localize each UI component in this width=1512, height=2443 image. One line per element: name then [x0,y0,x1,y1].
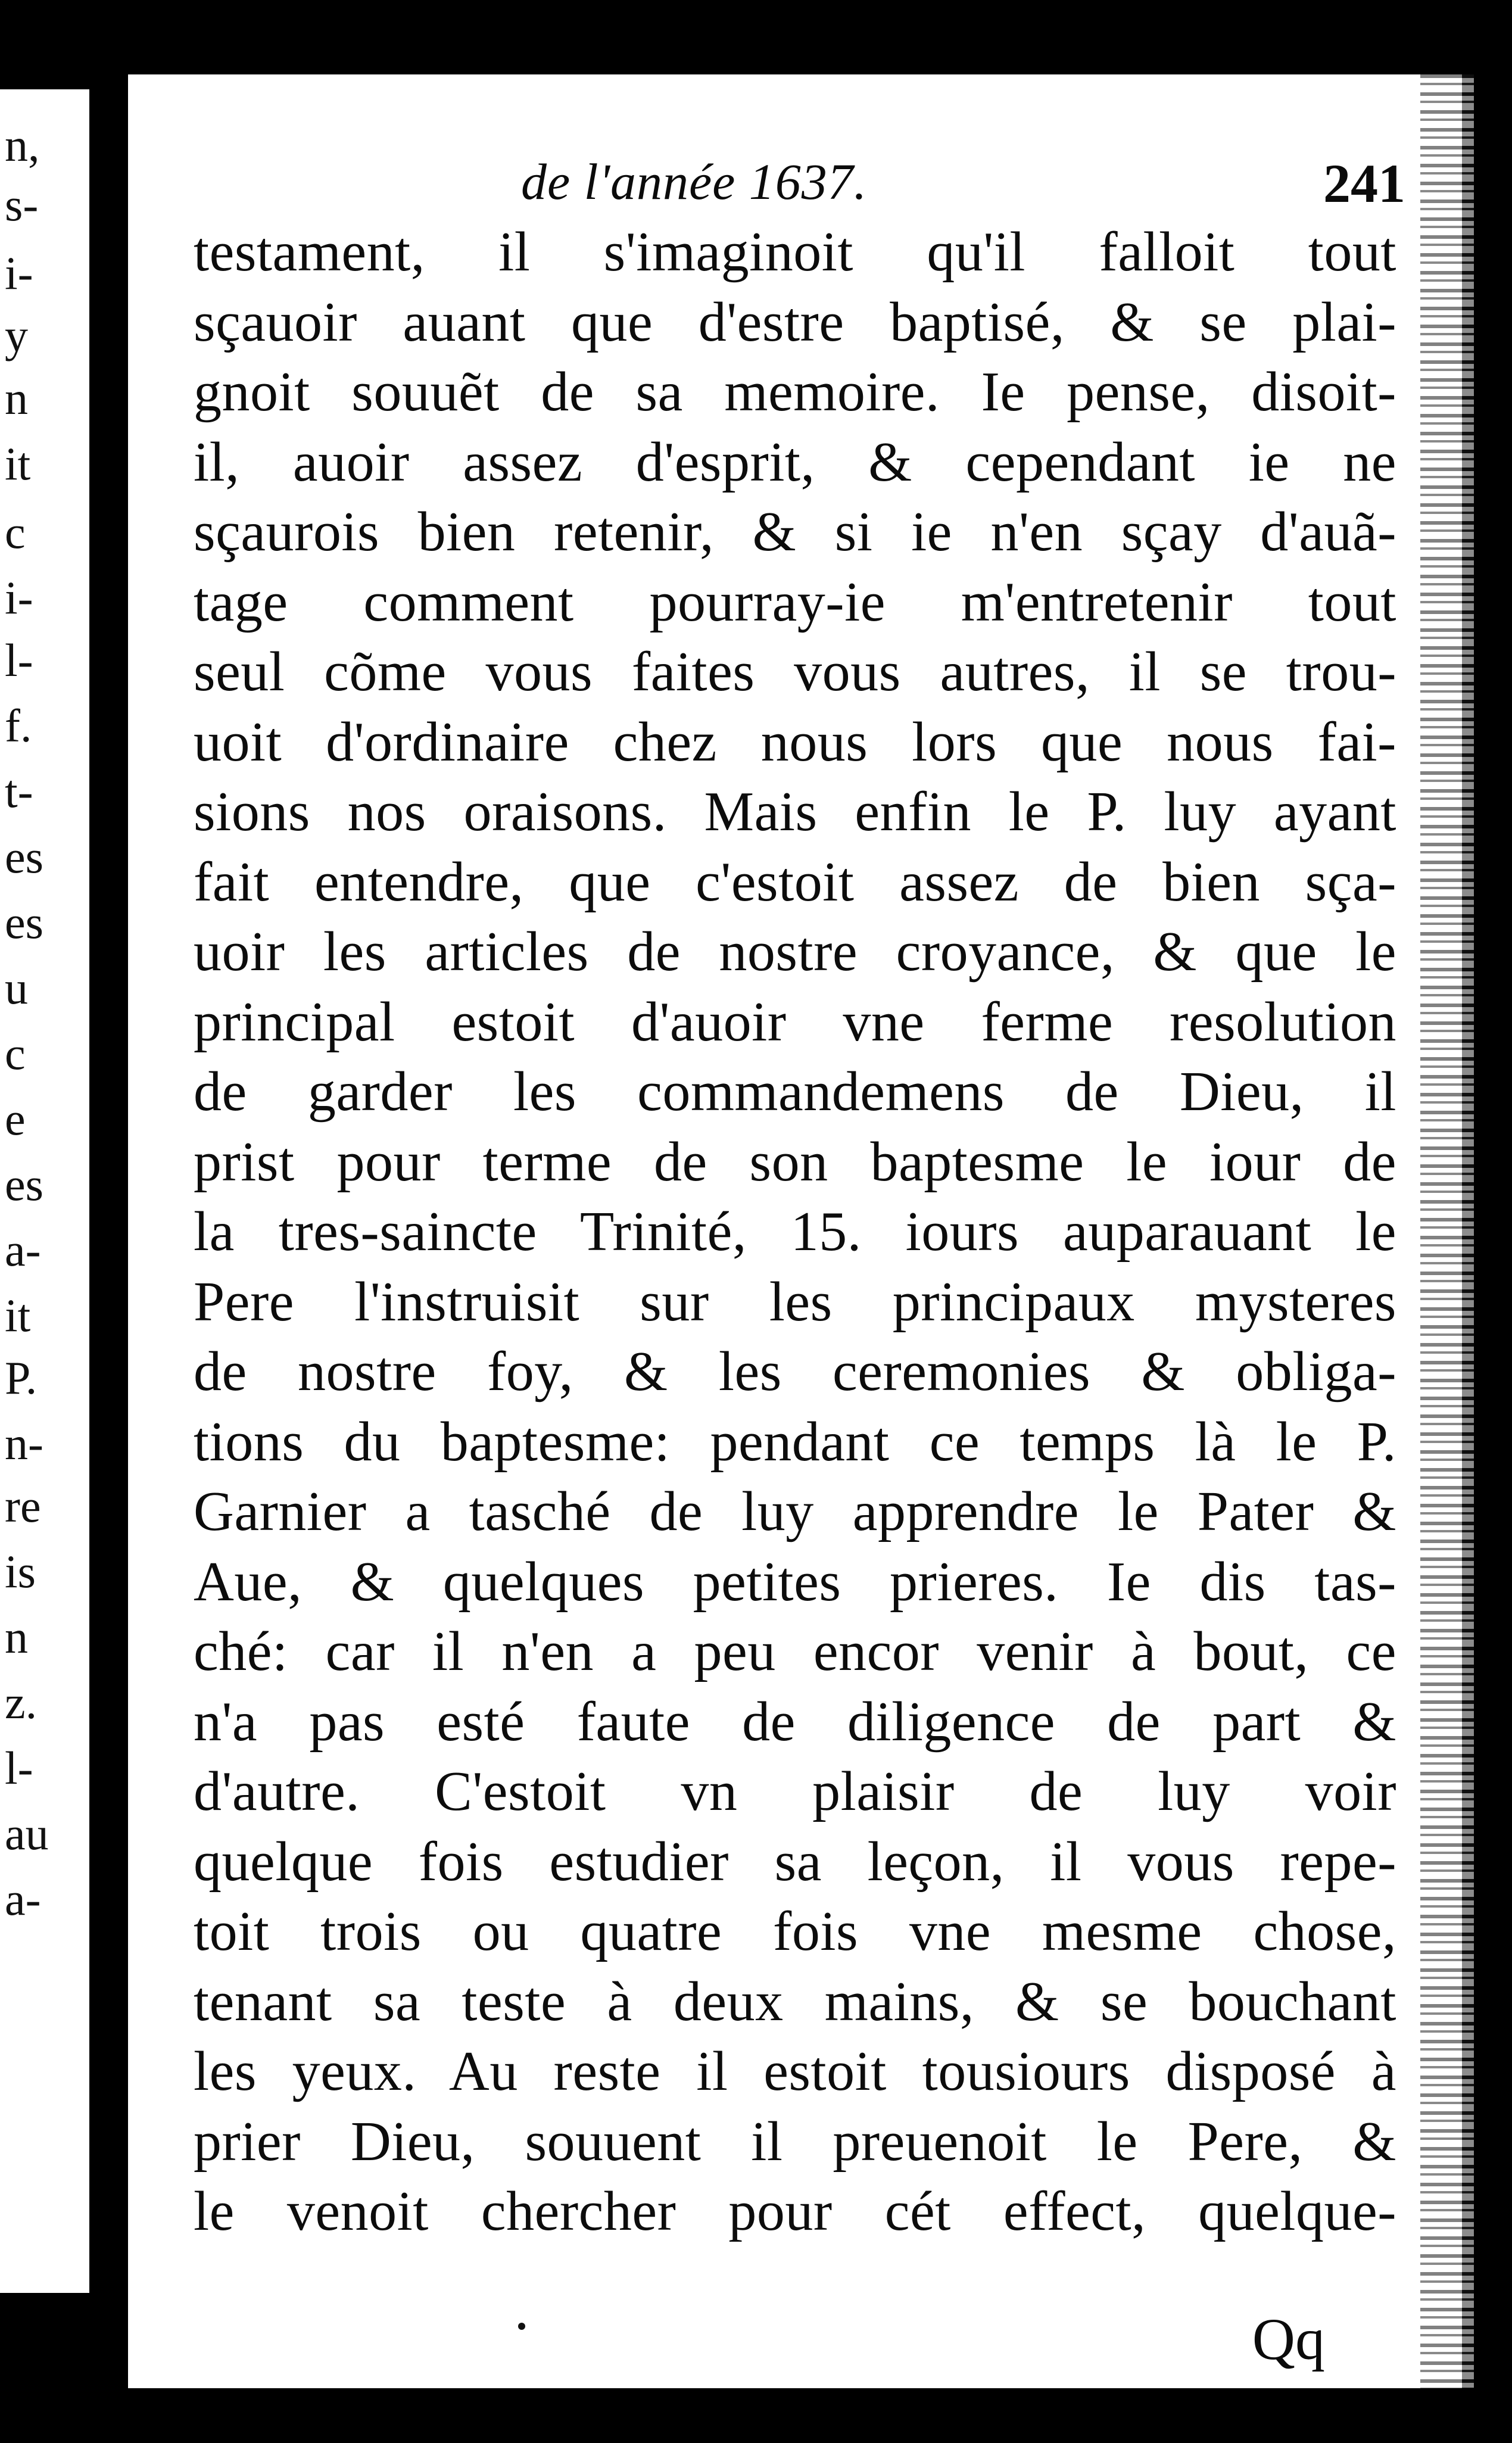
margin-fragment: a- [5,1873,41,1925]
text-line: le venoit chercher pour cét effect, quelque- [194,2180,1396,2242]
margin-fragment: it [5,1289,31,1341]
margin-fragment: t- [5,765,33,817]
text-line: la tres-saincte Trinité, 15. iours auparauant le [194,1201,1396,1263]
page-header [128,152,1462,217]
margin-fragment: n [5,1611,28,1663]
catchword: Qq [1252,2306,1325,2372]
ink-dot [518,2323,525,2330]
margin-fragment: n- [5,1417,43,1469]
margin-fragment: is [5,1545,36,1597]
margin-fragment: n, [5,119,40,171]
running-head: de l'année 1637. [521,153,868,210]
margin-fragment: f. [5,700,32,752]
margin-fragment: u [5,962,28,1014]
margin-fragment: l- [5,634,33,686]
text-line: tions du baptesme: pendant ce temps là le P. [194,1410,1396,1473]
margin-fragment: es [5,831,43,883]
book-page [128,74,1462,2388]
margin-fragment: l- [5,1742,33,1794]
text-line: tage comment pourray-ie m'entretenir tout [194,571,1396,633]
text-line: uoir les articles de nostre croyance, & que le [194,921,1396,983]
text-line: principal estoit d'auoir vne ferme resolution [194,990,1396,1053]
text-line: toit trois ou quatre fois vne mesme chose, [194,1900,1396,1962]
text-line: de garder les commandemens de Dieu, il [194,1061,1396,1123]
text-line: n'a pas esté faute de diligence de part & [194,1690,1396,1753]
text-line: Garnier a tasché de luy apprendre le Pater & [194,1481,1396,1543]
facing-page-margin [0,89,89,2293]
margin-fragment: re [5,1480,41,1532]
margin-fragment: es [5,896,43,948]
text-line: tenant sa teste à deux mains, & se bouchant [194,1970,1396,2033]
margin-fragment: s- [5,179,39,230]
margin-fragment: it [5,438,31,490]
text-line: d'autre. C'estoit vn plaisir de luy voir [194,1760,1396,1822]
margin-fragment: c [5,506,26,558]
text-line: il, auoir assez d'esprit, & cependant ie ne [194,431,1396,493]
margin-fragment: au [5,1808,49,1859]
text-line: Pere l'instruisit sur les principaux mysteres [194,1270,1396,1333]
margin-fragment: es [5,1158,43,1210]
text-line: fait entendre, que c'estoit assez de bien sça- [194,850,1396,913]
text-line: quelque fois estudier sa leçon, il vous repe- [194,1830,1396,1893]
page-number: 241 [1323,153,1405,214]
text-line: uoit d'ordinaire chez nous lors que nous fai- [194,711,1396,773]
margin-fragment: i- [5,247,33,299]
text-line: prist pour terme de son baptesme le iour de [194,1130,1396,1193]
text-line: sçauoir auant que d'estre baptisé, & se plai- [194,291,1396,353]
text-line: seul cõme vous faites vous autres, il se trou- [194,641,1396,703]
text-line: ché: car il n'en a peu encor venir à bout, ce [194,1621,1396,1682]
text-line: sions nos oraisons. Mais enfin le P. luy ayant [194,781,1396,843]
margin-fragment: n [5,372,28,424]
margin-fragment: z. [5,1677,38,1728]
text-line: de nostre foy, & les ceremonies & obliga- [194,1341,1396,1403]
margin-fragment: e [5,1093,26,1145]
margin-fragment: a- [5,1224,41,1276]
text-line: sçaurois bien retenir, & si ie n'en sçay d'auã- [194,501,1396,563]
margin-fragment: y [5,310,28,362]
margin-fragment: i- [5,572,33,624]
body-text [194,217,1396,2247]
text-line: testament, il s'imaginoit qu'il falloit tout [194,221,1396,283]
margin-fragment: c [5,1027,26,1079]
text-line: Aue, & quelques petites prieres. Ie dis tas- [194,1550,1396,1613]
text-line: les yeux. Au reste il estoit tousiours disposé à [194,2040,1396,2102]
text-line: prier Dieu, souuent il preuenoit le Pere, & [194,2110,1396,2173]
margin-fragment: P. [5,1352,38,1404]
text-line: gnoit souuẽt de sa memoire. Ie pense, disoit- [194,361,1396,423]
